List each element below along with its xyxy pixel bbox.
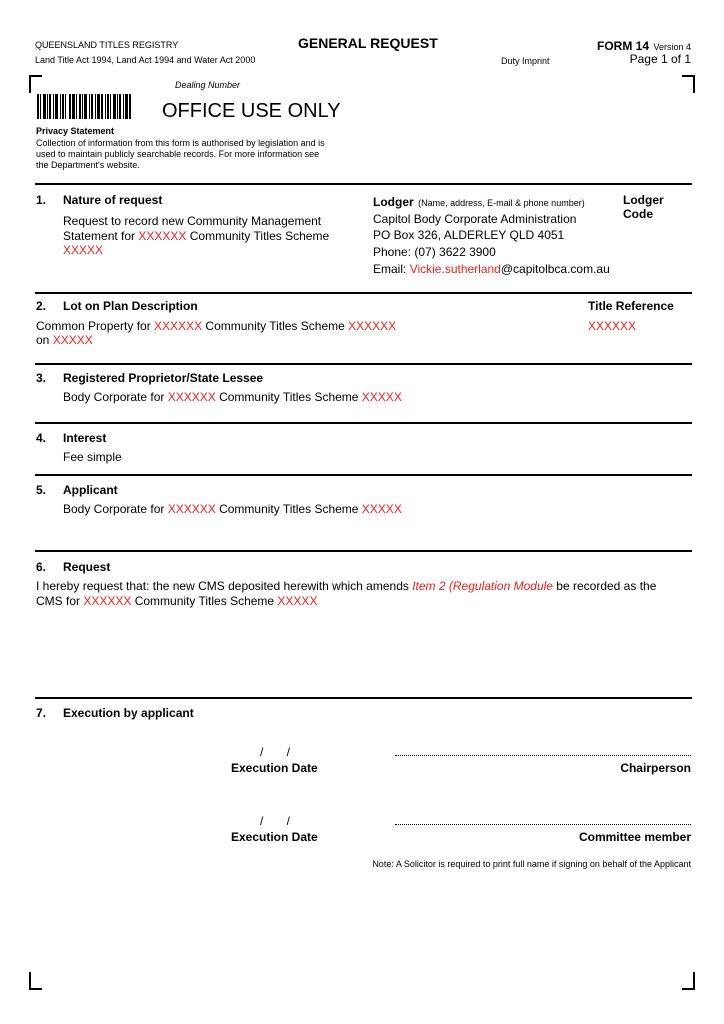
registry-name: QUEENSLAND TITLES REGISTRY xyxy=(35,40,179,50)
section-divider xyxy=(35,363,692,365)
nature-line-1: Request to record new Community Management xyxy=(63,214,322,228)
lot-plan-line-1: Common Property for XXXXXX Community Titles Scheme XXXXXX xyxy=(36,319,397,333)
section-divider xyxy=(35,292,692,294)
section-number: 7. xyxy=(36,706,47,720)
lodger-heading: Lodger (Name, address, E-mail & phone number) xyxy=(373,195,585,209)
section-title: Interest xyxy=(63,431,107,445)
execution-date-slashes: / / xyxy=(260,814,291,828)
lodger-code-label: Code xyxy=(623,207,653,221)
lot-plan-line-2: on XXXXX xyxy=(36,333,93,347)
lodger-phone: Phone: (07) 3622 3900 xyxy=(373,245,496,259)
form-version: Version 4 xyxy=(653,42,691,52)
page-number: Page 1 of 1 xyxy=(629,52,691,66)
committee-member-label: Committee member xyxy=(578,830,691,844)
barcode-graphic xyxy=(37,94,145,119)
privacy-title: Privacy Statement xyxy=(36,126,115,136)
section-number: 6. xyxy=(36,560,47,574)
section-title: Lot on Plan Description xyxy=(63,299,198,313)
office-use-only-label: OFFICE USE ONLY xyxy=(162,100,341,122)
signature-line[interactable] xyxy=(395,824,691,825)
interest-value: Fee simple xyxy=(63,450,122,464)
acts-line: Land Title Act 1994, Land Act 1994 and Water Act 2000 xyxy=(35,55,256,65)
lodger-address: PO Box 326, ALDERLEY QLD 4051 xyxy=(373,228,565,242)
section-title: Request xyxy=(63,560,111,574)
lodger-code-label: Lodger xyxy=(623,193,664,207)
execution-date-label: Execution Date xyxy=(231,830,318,844)
section-title: Registered Proprietor/State Lessee xyxy=(63,371,264,385)
privacy-line: the Department's website. xyxy=(36,160,140,170)
proprietor-value: Body Corporate for XXXXXX Community Titles Scheme XXXXX xyxy=(63,390,402,404)
section-title: Nature of request xyxy=(63,193,163,207)
lodger-email: Email: Vickie.sutherland@capitolbca.com.au xyxy=(373,262,610,276)
chairperson-label: Chairperson xyxy=(620,761,691,775)
crop-mark-bottom-right xyxy=(682,972,695,990)
signature-line[interactable] xyxy=(395,755,691,756)
crop-mark-top-left xyxy=(29,75,42,93)
privacy-line: Collection of information from this form is authorised by legislation and is xyxy=(36,138,325,148)
section-divider xyxy=(35,183,692,185)
lodger-name: Capitol Body Corporate Administration xyxy=(373,212,577,226)
solicitor-note: Note: A Solicitor is required to print full name if signing on behalf of the Applicant xyxy=(372,859,691,869)
section-title: Execution by applicant xyxy=(63,706,194,720)
section-number: 3. xyxy=(36,371,47,385)
section-divider xyxy=(35,550,692,552)
section-divider xyxy=(35,697,692,699)
execution-date-label: Execution Date xyxy=(231,761,318,775)
section-number: 2. xyxy=(36,299,47,313)
page-title: GENERAL REQUEST xyxy=(298,35,438,51)
nature-line-3: XXXXX xyxy=(63,243,104,257)
execution-date-slashes: / / xyxy=(260,745,291,759)
crop-mark-bottom-left xyxy=(29,972,42,990)
title-reference-value: XXXXXX xyxy=(588,319,637,333)
section-number: 4. xyxy=(36,431,47,445)
dealing-number-label: Dealing Number xyxy=(175,80,241,90)
section-number: 5. xyxy=(36,483,47,497)
section-number: 1. xyxy=(36,193,47,207)
crop-mark-top-right xyxy=(682,75,695,93)
request-line-2: CMS for XXXXXX Community Titles Scheme XXXXX xyxy=(36,594,318,608)
duty-imprint-label: Duty Imprint xyxy=(501,56,550,66)
nature-line-2: Statement for XXXXXX Community Titles Scheme xyxy=(63,229,330,243)
form-number: FORM 14 xyxy=(597,39,650,53)
section-title: Applicant xyxy=(63,483,118,497)
section-divider xyxy=(35,474,692,476)
applicant-value: Body Corporate for XXXXXX Community Titles Scheme XXXXX xyxy=(63,502,402,516)
request-line-1: I hereby request that: the new CMS deposited herewith which amends Item 2 (Regulation Module be recorded as the xyxy=(36,579,657,593)
privacy-line: used to maintain publicly searchable records. For more information see xyxy=(36,149,320,159)
section-divider xyxy=(35,422,692,424)
title-reference-label: Title Reference xyxy=(588,299,674,313)
